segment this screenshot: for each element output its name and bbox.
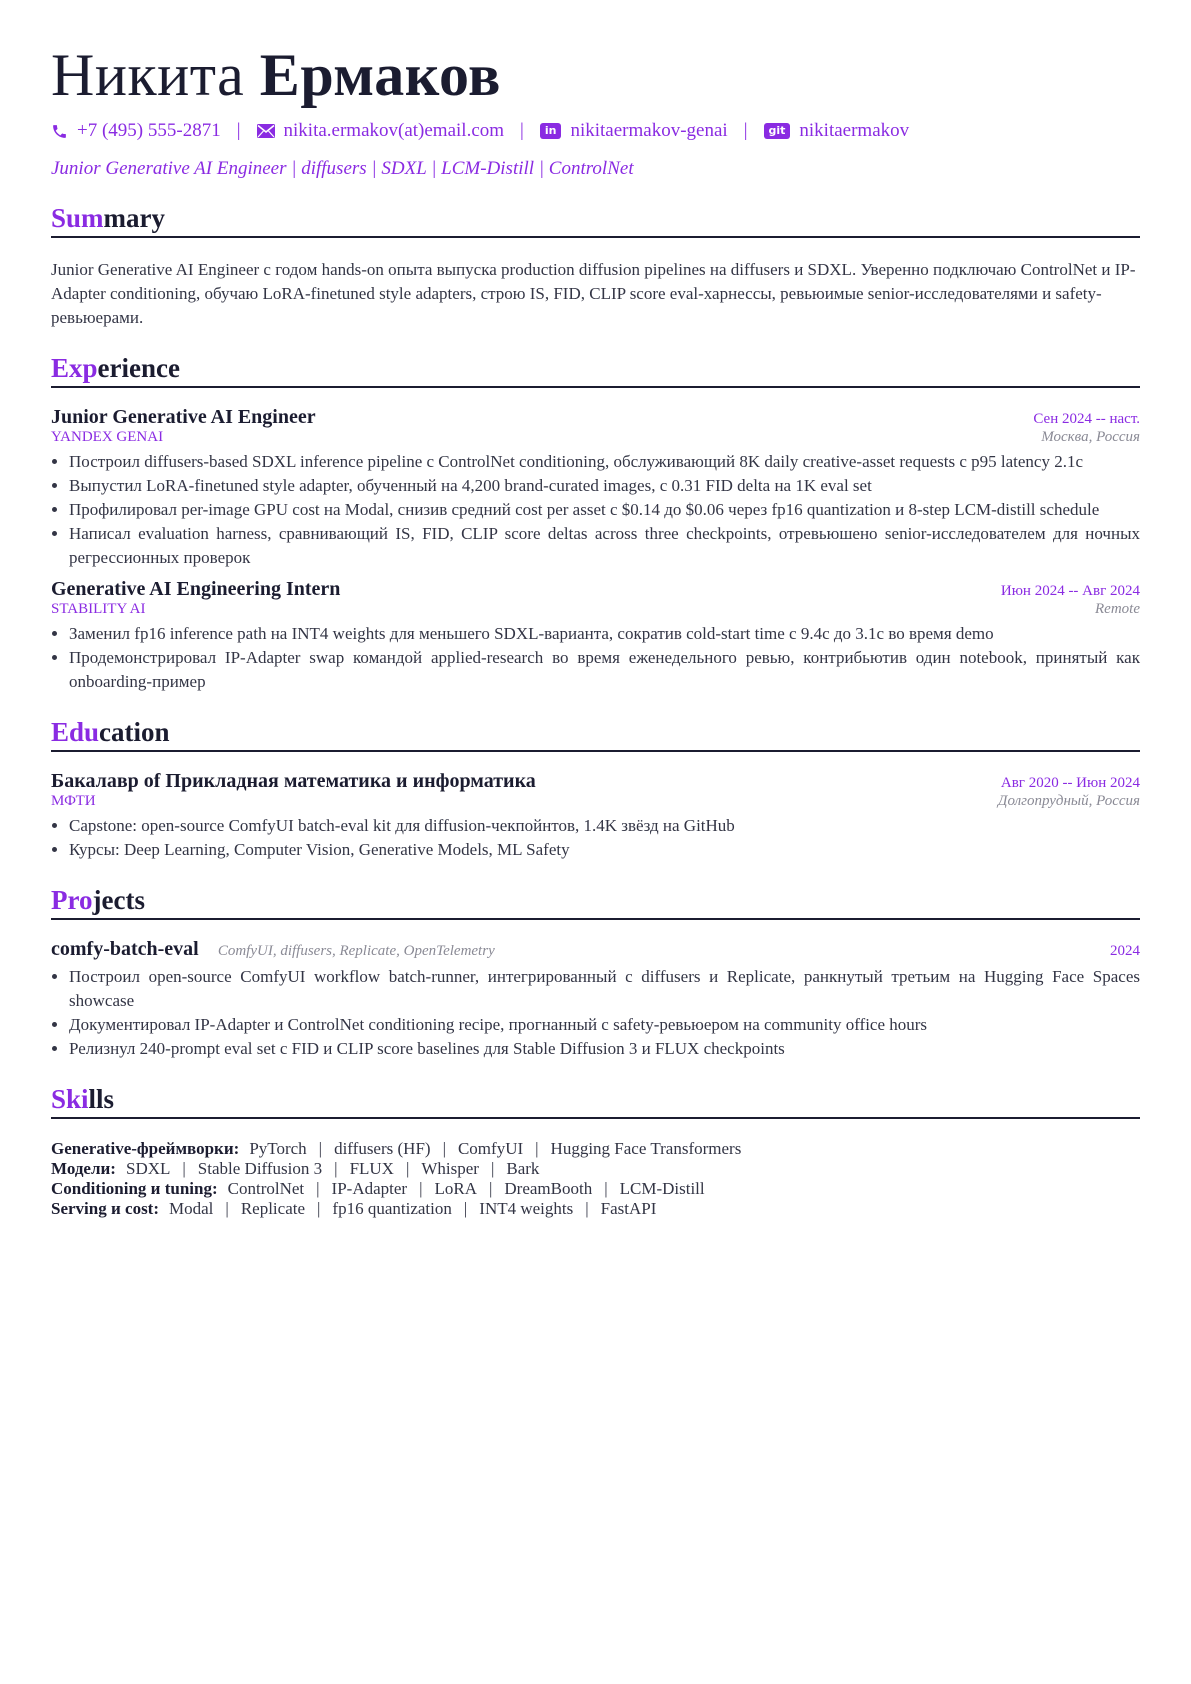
school-name: МФТИ	[51, 793, 96, 809]
phone-icon	[51, 123, 68, 140]
contact-separator: |	[520, 120, 524, 141]
job-title: Generative AI Engineering Intern	[51, 578, 341, 600]
skill-item: DreamBooth	[504, 1179, 593, 1198]
skill-item: IP-Adapter	[331, 1179, 408, 1198]
skill-item: FastAPI	[600, 1199, 657, 1218]
skills-list	[51, 1139, 1140, 1219]
education-bullets	[51, 814, 1140, 862]
skill-item: FLUX	[349, 1159, 394, 1178]
section-title-education	[51, 716, 1140, 752]
project-entry	[51, 938, 1140, 1061]
last-name: Ермаков	[259, 42, 501, 108]
skill-item: PyTorch	[249, 1139, 307, 1158]
list-item: • Релизнул 240-prompt eval set с FID и CLIP score baselines для Stable Diffusion 3 и FLUX checkpoints	[69, 1037, 1140, 1061]
linkedin-handle: nikitaermakov-genai	[570, 120, 728, 141]
section-title-skills	[51, 1083, 1140, 1119]
skill-separator: |	[317, 1199, 321, 1218]
title-highlight: Exp	[51, 353, 98, 383]
skill-item: Modal	[169, 1199, 214, 1218]
skill-item: Hugging Face Transformers	[550, 1139, 742, 1158]
skill-item: Replicate	[240, 1199, 306, 1218]
contact-line	[51, 120, 1140, 142]
projects-section	[51, 884, 1140, 1061]
skill-row	[51, 1179, 1140, 1199]
skill-separator: |	[490, 1159, 495, 1178]
list-item: • Выпустил LoRA-finetuned style adapter, обученный на 4,200 brand-curated images, с 0.31 FID delta на 1K eval set	[69, 474, 1140, 498]
job-dates: Июн 2024 -- Авг 2024	[1000, 583, 1140, 599]
title-rest: lls	[88, 1084, 115, 1114]
skill-separator: |	[463, 1199, 468, 1218]
skill-item: LCM-Distill	[619, 1179, 705, 1198]
skill-separator: |	[535, 1139, 539, 1158]
education-entry	[51, 770, 1140, 862]
skill-separator: |	[316, 1179, 320, 1198]
title-highlight: Edu	[51, 717, 100, 747]
title-rest: jects	[92, 885, 145, 915]
skill-item: INT4 weights	[479, 1199, 574, 1218]
school-location: Долгопрудный, Россия	[997, 793, 1140, 809]
experience-entry	[51, 406, 1140, 570]
section-title-experience	[51, 352, 1140, 388]
list-item: • Заменил fp16 inference path на INT4 weights для меньшего SDXL-варианта, сократив cold-start time с 9.4с до 3.1с во время demo	[69, 622, 1140, 646]
contact-separator: |	[236, 120, 241, 141]
skill-item: fp16 quantization	[332, 1199, 452, 1218]
email-address: nikita.ermakov(at)email.com	[283, 120, 505, 141]
linkedin-badge: in	[540, 123, 562, 139]
skill-item: ComfyUI	[457, 1139, 524, 1158]
contact-phone[interactable]	[51, 120, 221, 142]
title-rest: cation	[99, 717, 170, 747]
skill-separator: |	[419, 1179, 423, 1198]
title-highlight: Sum	[51, 203, 104, 233]
job-location: Remote	[1095, 601, 1140, 617]
title-rest: mary	[103, 203, 166, 233]
skill-separator: |	[225, 1199, 229, 1218]
contact-email[interactable]	[257, 120, 505, 142]
title-highlight: Ski	[51, 1084, 89, 1114]
skill-item: diffusers (HF)	[334, 1139, 431, 1158]
skill-separator: |	[442, 1139, 446, 1158]
skill-item: ControlNet	[227, 1179, 305, 1198]
job-dates: Сен 2024 -- наст.	[1033, 411, 1140, 427]
contact-linkedin[interactable]	[540, 120, 728, 142]
experience-entry	[51, 578, 1140, 694]
list-item: • Продемонстрировал IP-Adapter swap командой applied-research во время еженедельного ревью, контрибьютив один notebook, принятый как onboarding-пример	[69, 646, 1140, 694]
candidate-name	[51, 38, 1140, 112]
first-name: Никита	[51, 42, 245, 108]
skill-category: Conditioning и tuning:	[51, 1179, 218, 1198]
section-title-projects	[51, 884, 1140, 920]
contact-separator: |	[743, 120, 748, 141]
git-icon	[764, 123, 791, 139]
skill-row	[51, 1139, 1140, 1159]
project-dates: 2024	[1110, 943, 1140, 959]
skill-row	[51, 1199, 1140, 1219]
summary-text: Junior Generative AI Engineer с годом hands-on опыта выпуска production diffusion pipelines на diffusers и SDXL. Уверенно подключаю ControlNet и IP-Adapter conditioning, обучаю LoRA-finetuned style adapters, строю IS, FID, CLIP score eval-харнессы, ревьюимые senior-исследователями и safety-ревьюерами.	[51, 260, 1136, 327]
degree-title: Бакалавр of Прикладная математика и информатика	[51, 770, 536, 792]
job-title: Junior Generative AI Engineer	[51, 406, 316, 428]
skill-item: Stable Diffusion 3	[197, 1159, 323, 1178]
list-item: • Курсы: Deep Learning, Computer Vision, Generative Models, ML Safety	[69, 838, 1140, 862]
envelope-icon	[257, 124, 275, 138]
project-tech: ComfyUI, diffusers, Replicate, OpenTelemetry	[217, 943, 495, 959]
skill-separator: |	[604, 1179, 608, 1198]
github-handle: nikitaermakov	[799, 120, 910, 141]
experience-section	[51, 352, 1140, 694]
skill-category: Serving и cost:	[51, 1199, 160, 1218]
contact-github[interactable]	[764, 120, 910, 142]
list-item: • Профилировал per-image GPU cost на Modal, снизив средний cost per asset с $0.14 до $0.06 через fp16 quantization и 8-step LCM-distill schedule	[69, 498, 1140, 522]
skill-separator: |	[318, 1139, 323, 1158]
skill-item: Bark	[506, 1159, 540, 1178]
skill-category: Generative-фреймворки:	[51, 1139, 240, 1158]
skills-section	[51, 1083, 1140, 1219]
skill-separator: |	[488, 1179, 493, 1198]
company-name: YANDEX GENAI	[51, 429, 164, 445]
list-item: • Построил open-source ComfyUI workflow batch-runner, интегрированный с diffusers и Replicate, ранкнутый третьим на Hugging Face Spaces showcase	[69, 965, 1140, 1013]
skill-separator: |	[182, 1159, 186, 1178]
title-highlight: Pro	[51, 885, 93, 915]
skill-item: SDXL	[125, 1159, 171, 1178]
project-name: comfy-batch-eval	[51, 938, 199, 960]
company-name: STABILITY AI	[51, 601, 146, 617]
list-item: • Написал evaluation harness, сравнивающий IS, FID, CLIP score deltas across three checkpoints, отревьюшено senior-исследователем для ночных регрессионных проверок	[69, 522, 1140, 570]
job-bullets	[51, 450, 1140, 570]
skill-row	[51, 1159, 1140, 1179]
skill-separator: |	[334, 1159, 338, 1178]
list-item: • Построил diffusers-based SDXL inference pipeline с ControlNet conditioning, обслуживающий 8K daily creative-asset requests с p95 latency 2.1с	[69, 450, 1140, 474]
skill-separator: |	[405, 1159, 410, 1178]
git-badge: git	[764, 123, 791, 139]
project-bullets	[51, 965, 1140, 1061]
job-location: Москва, Россия	[1041, 429, 1140, 445]
skill-item: Whisper	[421, 1159, 479, 1178]
title-rest: erience	[97, 353, 180, 383]
list-item: • Capstone: open-source ComfyUI batch-eval kit для diffusion-чекпойнтов, 1.4K звёзд на GitHub	[69, 814, 1140, 838]
education-dates: Авг 2020 -- Июн 2024	[1000, 775, 1140, 791]
summary-section	[51, 202, 1140, 330]
skill-item: LoRA	[434, 1179, 477, 1198]
list-item: • Документировал IP-Adapter и ControlNet conditioning recipe, прогнанный с safety-ревьюером на community office hours	[69, 1013, 1140, 1037]
section-title-summary	[51, 202, 1140, 238]
linkedin-icon	[540, 123, 562, 139]
phone-number: +7 (495) 555-2871	[77, 120, 221, 141]
tagline: Junior Generative AI Engineer | diffusers | SDXL | LCM-Distill | ControlNet	[51, 158, 634, 179]
education-section	[51, 716, 1140, 862]
job-bullets	[51, 622, 1140, 694]
skill-separator: |	[585, 1199, 589, 1218]
skill-category: Модели:	[51, 1159, 116, 1178]
